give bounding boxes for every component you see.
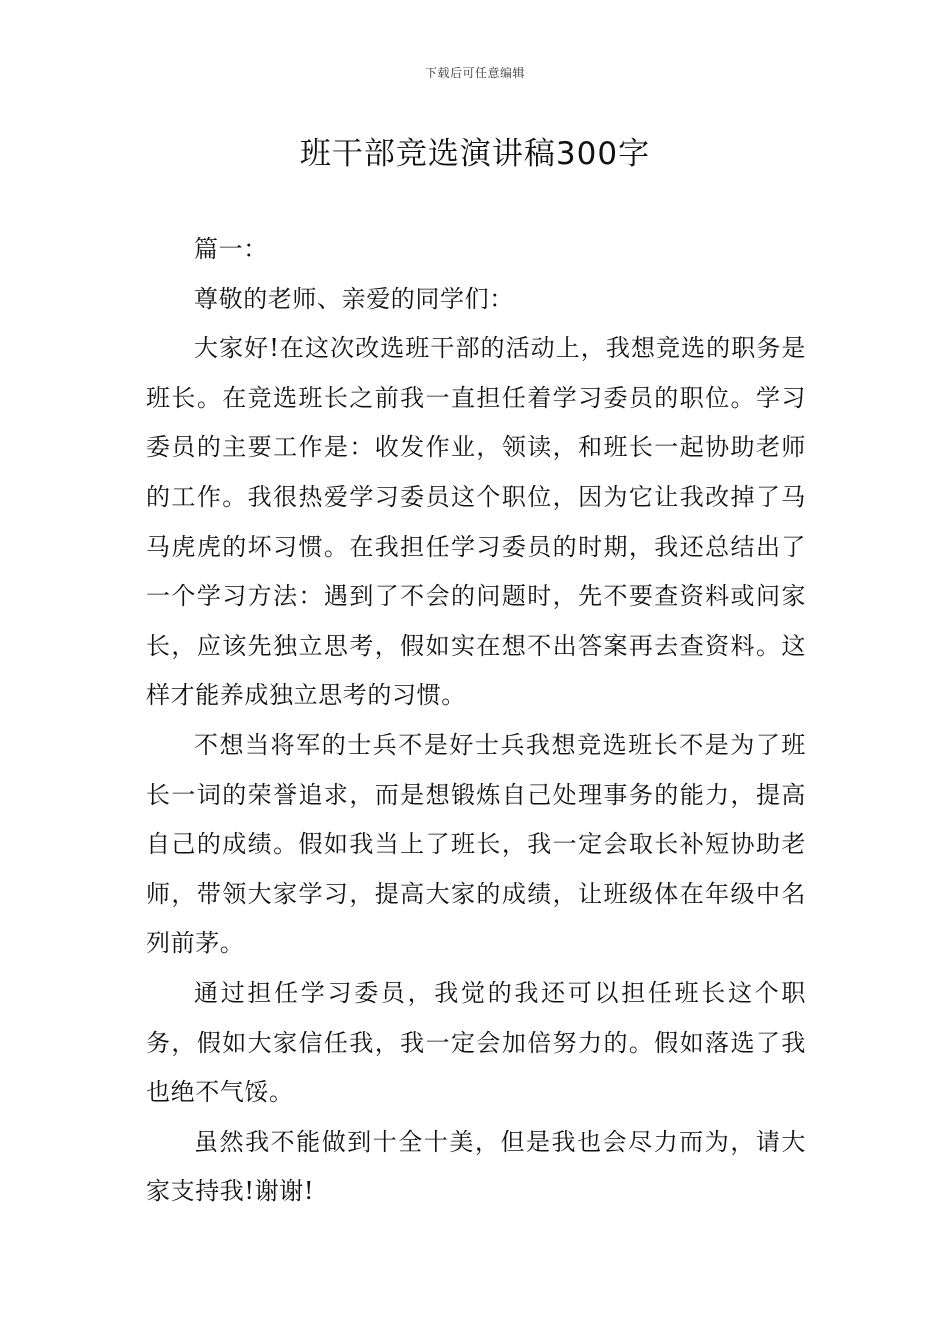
document-body [146, 225, 806, 1217]
section-heading: 篇一： [194, 235, 268, 263]
closing-paragraph: 虽然我不能做到十全十美，但是我也会尽力而为，请大家支持我!谢谢! [146, 1127, 806, 1206]
salutation: 尊敬的老师、亲爱的同学们： [194, 284, 514, 313]
body-paragraph: 不想当将军的士兵不是好士兵我想竞选班长不是为了班长一词的荣誉追求，而是想锻炼自己处理事务的能力，提高自己的成绩。假如我当上了班长，我一定会取长补短协助老师，带领大家学习，提高大家的成绩，让班级体在年级中名列前茅。 [146, 730, 806, 958]
body-paragraph: 大家好!在这次改选班干部的活动上，我想竞选的职务是班长。在竞选班长之前我一直担任着学习委员的职位。学习委员的主要工作是：收发作业，领读，和班长一起协助老师的工作。我很热爱学习委员这个职位，因为它让我改掉了马马虎虎的坏习惯。在我担任学习委员的时期，我还总结出了一个学习方法：遇到了不会的问题时，先不要查资料或问家长，应该先独立思考，假如实在想不出答案再去查资料。这样才能养成独立思考的习惯。 [146, 334, 806, 710]
header-note: 下载后可任意编辑 [424, 66, 525, 80]
body-paragraph: 通过担任学习委员，我觉的我还可以担任班长这个职务，假如大家信任我，我一定会加倍努力的。假如落选了我也绝不气馁。 [146, 978, 806, 1107]
document-title: 班干部竞选演讲稿300字 [299, 136, 651, 172]
